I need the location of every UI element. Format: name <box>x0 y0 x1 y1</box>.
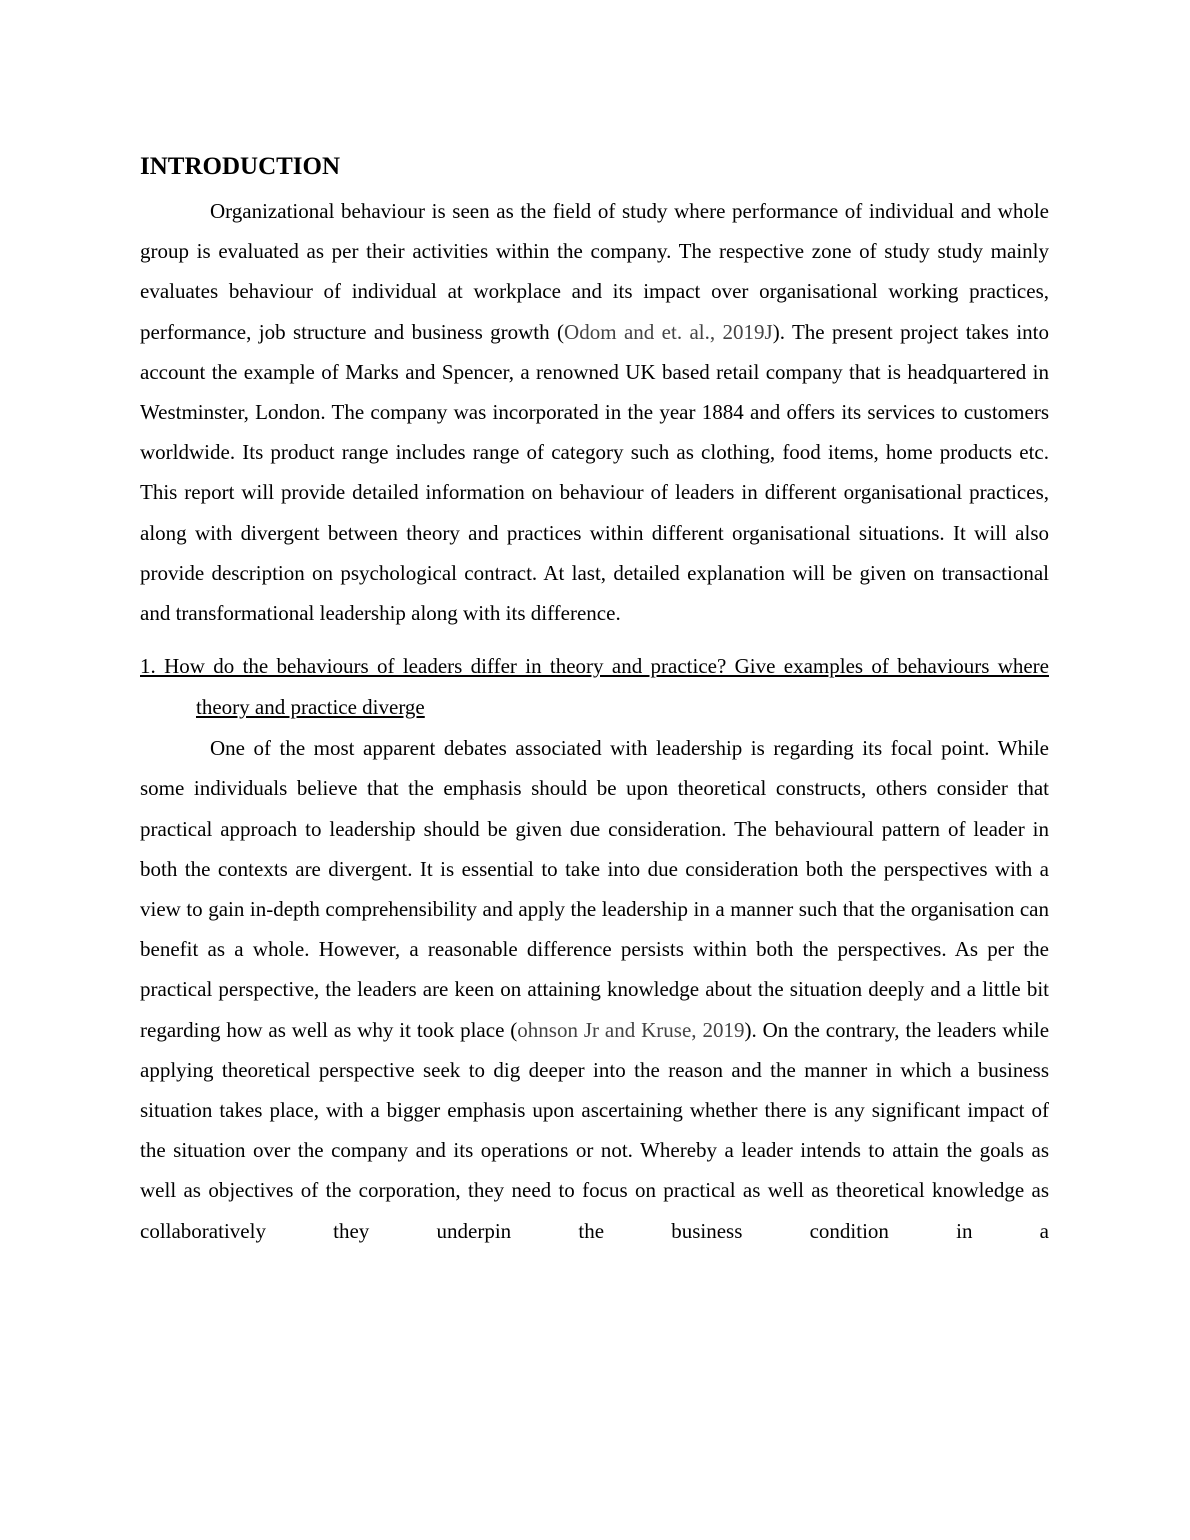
section1-citation: ohnson Jr and Kruse, 2019 <box>517 1017 745 1042</box>
section1-paragraph <box>140 728 1049 1251</box>
intro-text-part2: ). The present project takes into account the example of Marks and Spencer, a renowned UK based retail company that is headquartered in Westminster, London. The company was incorporated in the year 1884 and offers its services to customers worldwide. Its product range includes range of category such as clothing, food items, home products etc. This report will provide detailed information on behaviour of leaders in different organisational practices, along with divergent between theory and practices within different organisational situations. It will also provide description on psychological contract. At last, detailed explanation will be given on transactional and transformational leadership along with its difference. <box>140 319 1049 626</box>
question-heading-1: 1. How do the behaviours of leaders differ in theory and practice? Give examples of behaviours where theory and practice diverge <box>140 654 1049 720</box>
section-heading-introduction: INTRODUCTION <box>140 153 341 180</box>
intro-paragraph <box>140 191 1049 633</box>
section1-text-part1: One of the most apparent debates associated with leadership is regarding its focal point. While some individuals believe that the emphasis should be upon theoretical constructs, others consider that practical approach to leadership should be given due consideration. The behavioural pattern of leader in both the contexts are divergent. It is essential to take into due consideration both the perspectives with a view to gain in-depth comprehensibility and apply the leadership in a manner such that the organisation can benefit as a whole. However, a reasonable difference persists within both the perspectives. As per the practical perspective, the leaders are keen on attaining knowledge about the situation deeply and a little bit regarding how as well as why it took place ( <box>140 736 1049 1042</box>
section1-text-part2: ). On the contrary, the leaders while applying theoretical perspective seek to dig deeper into the reason and the manner in which a business situation takes place, with a bigger emphasis upon ascertaining whether there is any significant impact of the situation over the company and its operations or not. Whereby a leader intends to attain the goals as well as objectives of the corporation, they need to focus on practical as well as theoretical knowledge as collaboratively they underpin the business condition in a <box>140 1017 1050 1243</box>
intro-citation: Odom and et. al., 2019J <box>564 319 773 344</box>
page-content <box>140 150 1049 1251</box>
intro-text-part1: Organizational behaviour is seen as the field of study where performance of individual and whole group is evaluated as per their activities within the company. The respective zone of study study mainly evaluates behaviour of individual at workplace and its impact over organisational working practices, performance, job structure and business growth ( <box>140 199 1049 344</box>
